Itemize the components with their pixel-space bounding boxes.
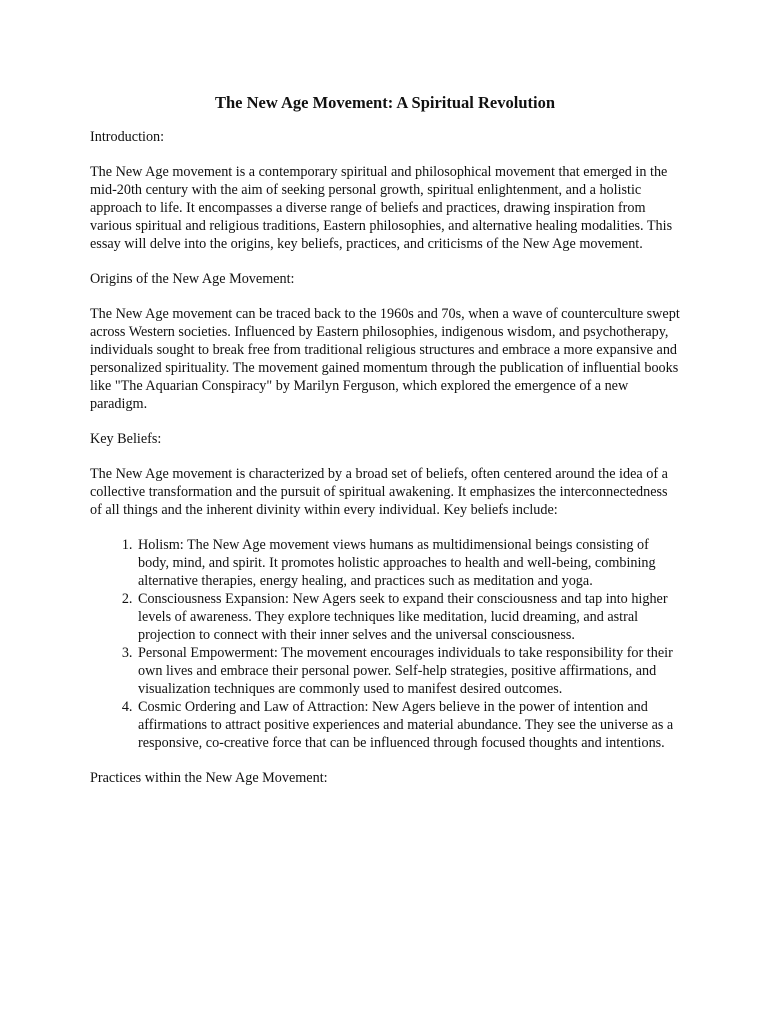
list-item: 4. Cosmic Ordering and Law of Attraction: New Agers believe in the power of intention and affirmations to attract positive experiences and material abundance. They see the universe as a responsive, co-creative force that can be influenced through focused thoughts and intentions. [136,698,680,752]
list-item: 1. Holism: The New Age movement views humans as multidimensional beings consisting of body, mind, and spirit. It promotes holistic approaches to health and well-being, combining alternative therapies, energy healing, and practices such as meditation and yoga. [136,536,680,590]
list-item: 3. Personal Empowerment: The movement encourages individuals to take responsibility for their own lives and embrace their personal power. Self-help strategies, positive affirmations, and visualization techniques are commonly used to manifest desired outcomes. [136,644,680,698]
list-item: 2. Consciousness Expansion: New Agers seek to expand their consciousness and tap into higher levels of awareness. They explore techniques like meditation, lucid dreaming, and astral projection to connect with their inner selves and the universal consciousness. [136,590,680,644]
introduction-heading: Introduction: [90,129,165,145]
beliefs-paragraph: The New Age movement is characterized by a broad set of beliefs, often centered around the idea of a collective transformation and the pursuit of spiritual awakening. It emphasizes the interconnectedness of all things and the inherent divinity within every individual. Key beliefs include: [90,466,668,518]
document-title: The New Age Movement: A Spiritual Revolution [214,93,556,112]
origins-heading: Origins of the New Age Movement: [90,271,295,287]
practices-heading: Practices within the New Age Movement: [90,770,328,786]
document-page [90,92,680,804]
beliefs-list [90,536,680,752]
origins-paragraph: The New Age movement can be traced back to the 1960s and 70s, when a wave of counterculture swept across Western societies. Influenced by Eastern philosophies, indigenous wisdom, and psychotherapy, individuals sought to break free from traditional religious structures and embrace a more expansive and personalized spirituality. The movement gained momentum through the publication of influential books like "The Aquarian Conspiracy" by Marilyn Ferguson, which explored the emergence of a new paradigm. [90,306,680,412]
beliefs-heading: Key Beliefs: [90,431,162,447]
introduction-paragraph: The New Age movement is a contemporary spiritual and philosophical movement that emerged in the mid-20th century with the aim of seeking personal growth, spiritual enlightenment, and a holistic approach to life. It encompasses a diverse range of beliefs and practices, drawing inspiration from various spiritual and religious traditions, Eastern philosophies, and alternative healing modalities. This essay will delve into the origins, key beliefs, practices, and criticisms of the New Age movement. [90,164,673,252]
